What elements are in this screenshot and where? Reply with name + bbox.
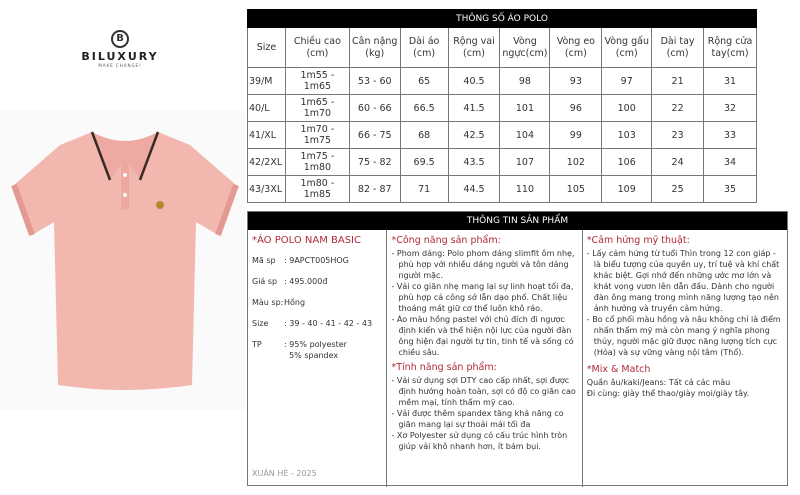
season-label: XUÂN HÈ - 2025 bbox=[252, 469, 317, 478]
product-info-panel bbox=[247, 211, 788, 486]
inspiration-title: *Cảm hứng mỹ thuật: bbox=[586, 235, 690, 246]
table-cell: 99 bbox=[550, 122, 602, 149]
product-field bbox=[252, 339, 382, 361]
table-cell: 1m55 - 1m65 bbox=[285, 68, 349, 95]
mix-title: *Mix & Match bbox=[586, 364, 651, 375]
table-row bbox=[248, 149, 757, 176]
inspiration-item: - Lấy cảm hứng từ tuổi Thìn trong 12 con giáp - là biểu tượng của quyền uy, trí tuệ và khí chất khác biệt. Gợi nhớ đến những ước mơ lớn và khát vọng vươn lên dẫn đầu. Dành cho người đàn ông mang trong mình năng lượng tạo nên ảnh hưởng và truyền cảm hứng. bbox=[586, 249, 780, 313]
product-field bbox=[252, 276, 382, 287]
table-cell: 21 bbox=[652, 68, 704, 95]
table-cell: 53 - 60 bbox=[349, 68, 400, 95]
field-value: : 95% polyester 5% spandex bbox=[284, 340, 347, 360]
table-cell: 100 bbox=[602, 95, 652, 122]
product-name: *ÁO POLO NAM BASIC bbox=[252, 235, 361, 246]
table-cell: 66 - 75 bbox=[349, 122, 400, 149]
table-cell: 41/XL bbox=[248, 122, 286, 149]
table-cell: 1m80 - 1m85 bbox=[285, 176, 349, 203]
table-cell: 93 bbox=[550, 68, 602, 95]
product-field bbox=[252, 255, 382, 266]
field-value: : 9APCT005HOG bbox=[284, 256, 349, 265]
inspiration-item: - Bo cổ phối màu hồng và nâu không chỉ là điểm nhấn thẩm mỹ mà còn mang ý nghĩa phong thủy, người mặc giữ được năng lượng tích cực (Hỏa) và sự vững vàng nội tâm (Thổ). bbox=[586, 315, 781, 357]
table-cell: 42/2XL bbox=[248, 149, 286, 176]
table-cell: 110 bbox=[500, 176, 550, 203]
table-cell: 40/L bbox=[248, 95, 286, 122]
product-field bbox=[252, 297, 382, 308]
table-cell: 69.5 bbox=[400, 149, 448, 176]
table-cell: 96 bbox=[550, 95, 602, 122]
features-title: *Công năng sản phẩm: bbox=[391, 235, 501, 246]
table-cell: 40.5 bbox=[448, 68, 500, 95]
table-cell: 68 bbox=[400, 122, 448, 149]
brand-mark-icon: B bbox=[111, 30, 129, 48]
table-row bbox=[248, 68, 757, 95]
table-cell: 25 bbox=[652, 176, 704, 203]
field-label: Giá sp bbox=[252, 277, 278, 286]
table-cell: 32 bbox=[704, 95, 757, 122]
column-header: Dài tay (cm) bbox=[652, 28, 704, 68]
product-summary bbox=[248, 230, 387, 487]
size-chart-table bbox=[247, 9, 757, 203]
table-cell: 43/3XL bbox=[248, 176, 286, 203]
table-row bbox=[248, 176, 757, 203]
field-value: : 495.000đ bbox=[284, 277, 328, 286]
table-cell: 22 bbox=[652, 95, 704, 122]
tech-item: - Vải sử dụng sợi DTY cao cấp nhất, sợi được định hướng hoàn toàn, sợi có độ co giãn cao mềm mại, tính thẩm mỹ cao. bbox=[391, 376, 576, 407]
column-header: Size bbox=[248, 28, 286, 68]
table-cell: 106 bbox=[602, 149, 652, 176]
mix-item: Đi cùng: giày thể thao/giày mọi/giày tây. bbox=[586, 389, 750, 398]
field-value: Hồng bbox=[284, 298, 306, 307]
table-cell: 31 bbox=[704, 68, 757, 95]
features-item: - Phom dáng: Polo phom dáng slimfit ôm nhẹ, phù hợp với nhiều dáng người và tôn dáng người mặc. bbox=[391, 249, 575, 280]
column-header: Vòng ngực(cm) bbox=[500, 28, 550, 68]
table-cell: 97 bbox=[602, 68, 652, 95]
table-cell: 82 - 87 bbox=[349, 176, 400, 203]
table-cell: 33 bbox=[704, 122, 757, 149]
table-cell: 43.5 bbox=[448, 149, 500, 176]
table-cell: 1m70 - 1m75 bbox=[285, 122, 349, 149]
mix-item: Quần âu/kaki/Jeans: Tất cả các màu bbox=[586, 378, 731, 387]
table-cell: 41.5 bbox=[448, 95, 500, 122]
table-cell: 98 bbox=[500, 68, 550, 95]
table-cell: 71 bbox=[400, 176, 448, 203]
product-inspiration bbox=[583, 230, 787, 487]
field-value: : 39 - 40 - 41 - 42 - 43 bbox=[284, 319, 373, 328]
brand-name: BILUXURY bbox=[81, 50, 159, 63]
table-cell: 1m65 - 1m70 bbox=[285, 95, 349, 122]
table-cell: 101 bbox=[500, 95, 550, 122]
size-chart-title: THÔNG SỐ ÁO POLO bbox=[248, 10, 757, 28]
field-label: Size bbox=[252, 319, 269, 328]
table-cell: 1m75 - 1m80 bbox=[285, 149, 349, 176]
field-label: Mã sp bbox=[252, 256, 276, 265]
table-cell: 66.5 bbox=[400, 95, 448, 122]
field-label: TP bbox=[252, 340, 262, 349]
tech-title: *Tính năng sản phẩm: bbox=[391, 362, 497, 373]
brand-tagline: MAKE CHANGE! bbox=[98, 63, 142, 68]
table-cell: 35 bbox=[704, 176, 757, 203]
table-cell: 42.5 bbox=[448, 122, 500, 149]
table-cell: 103 bbox=[602, 122, 652, 149]
table-cell: 105 bbox=[550, 176, 602, 203]
table-cell: 109 bbox=[602, 176, 652, 203]
tech-item: - Xơ Polyester sử dụng có cấu trúc hình tròn giúp vải khô nhanh hơn, ít bám bụi. bbox=[391, 431, 568, 451]
table-cell: 104 bbox=[500, 122, 550, 149]
table-cell: 34 bbox=[704, 149, 757, 176]
column-header: Vòng gấu (cm) bbox=[602, 28, 652, 68]
table-cell: 39/M bbox=[248, 68, 286, 95]
table-cell: 102 bbox=[550, 149, 602, 176]
polo-shirt-icon bbox=[0, 110, 245, 410]
features-item: - Áo màu hồng pastel với chủ đích đi ngược định kiến và thể hiện nội lực của người đàn ông hiện đại người tự tin, tinh tế và sống có chiều sâu. bbox=[391, 315, 574, 357]
brand-logo bbox=[70, 30, 170, 68]
product-field bbox=[252, 318, 382, 329]
table-cell: 44.5 bbox=[448, 176, 500, 203]
table-cell: 107 bbox=[500, 149, 550, 176]
column-header: Chiều cao (cm) bbox=[285, 28, 349, 68]
column-header: Rộng vai (cm) bbox=[448, 28, 500, 68]
column-header: Dài áo (cm) bbox=[400, 28, 448, 68]
tech-item: - Vải được thêm spandex tăng khả năng co giãn mang lại sự thoải mái tối đa bbox=[391, 409, 564, 429]
product-image bbox=[0, 110, 245, 410]
table-cell: 23 bbox=[652, 122, 704, 149]
column-header: Rộng cửa tay(cm) bbox=[704, 28, 757, 68]
product-features bbox=[387, 230, 582, 487]
column-header: Vòng eo (cm) bbox=[550, 28, 602, 68]
column-header: Cân nặng (kg) bbox=[349, 28, 400, 68]
table-row bbox=[248, 122, 757, 149]
table-cell: 75 - 82 bbox=[349, 149, 400, 176]
product-info-title: THÔNG TIN SẢN PHẨM bbox=[248, 212, 787, 230]
table-cell: 24 bbox=[652, 149, 704, 176]
field-label: Màu sp: bbox=[252, 298, 284, 307]
table-cell: 65 bbox=[400, 68, 448, 95]
features-item: - Vải co giãn nhẹ mang lại sự linh hoạt tối đa, phù hợp cả công sở lẫn dạo phố. Chất liệu thoáng mát giữ cơ thể luôn khô ráo. bbox=[391, 282, 574, 313]
table-cell: 60 - 66 bbox=[349, 95, 400, 122]
table-row bbox=[248, 95, 757, 122]
